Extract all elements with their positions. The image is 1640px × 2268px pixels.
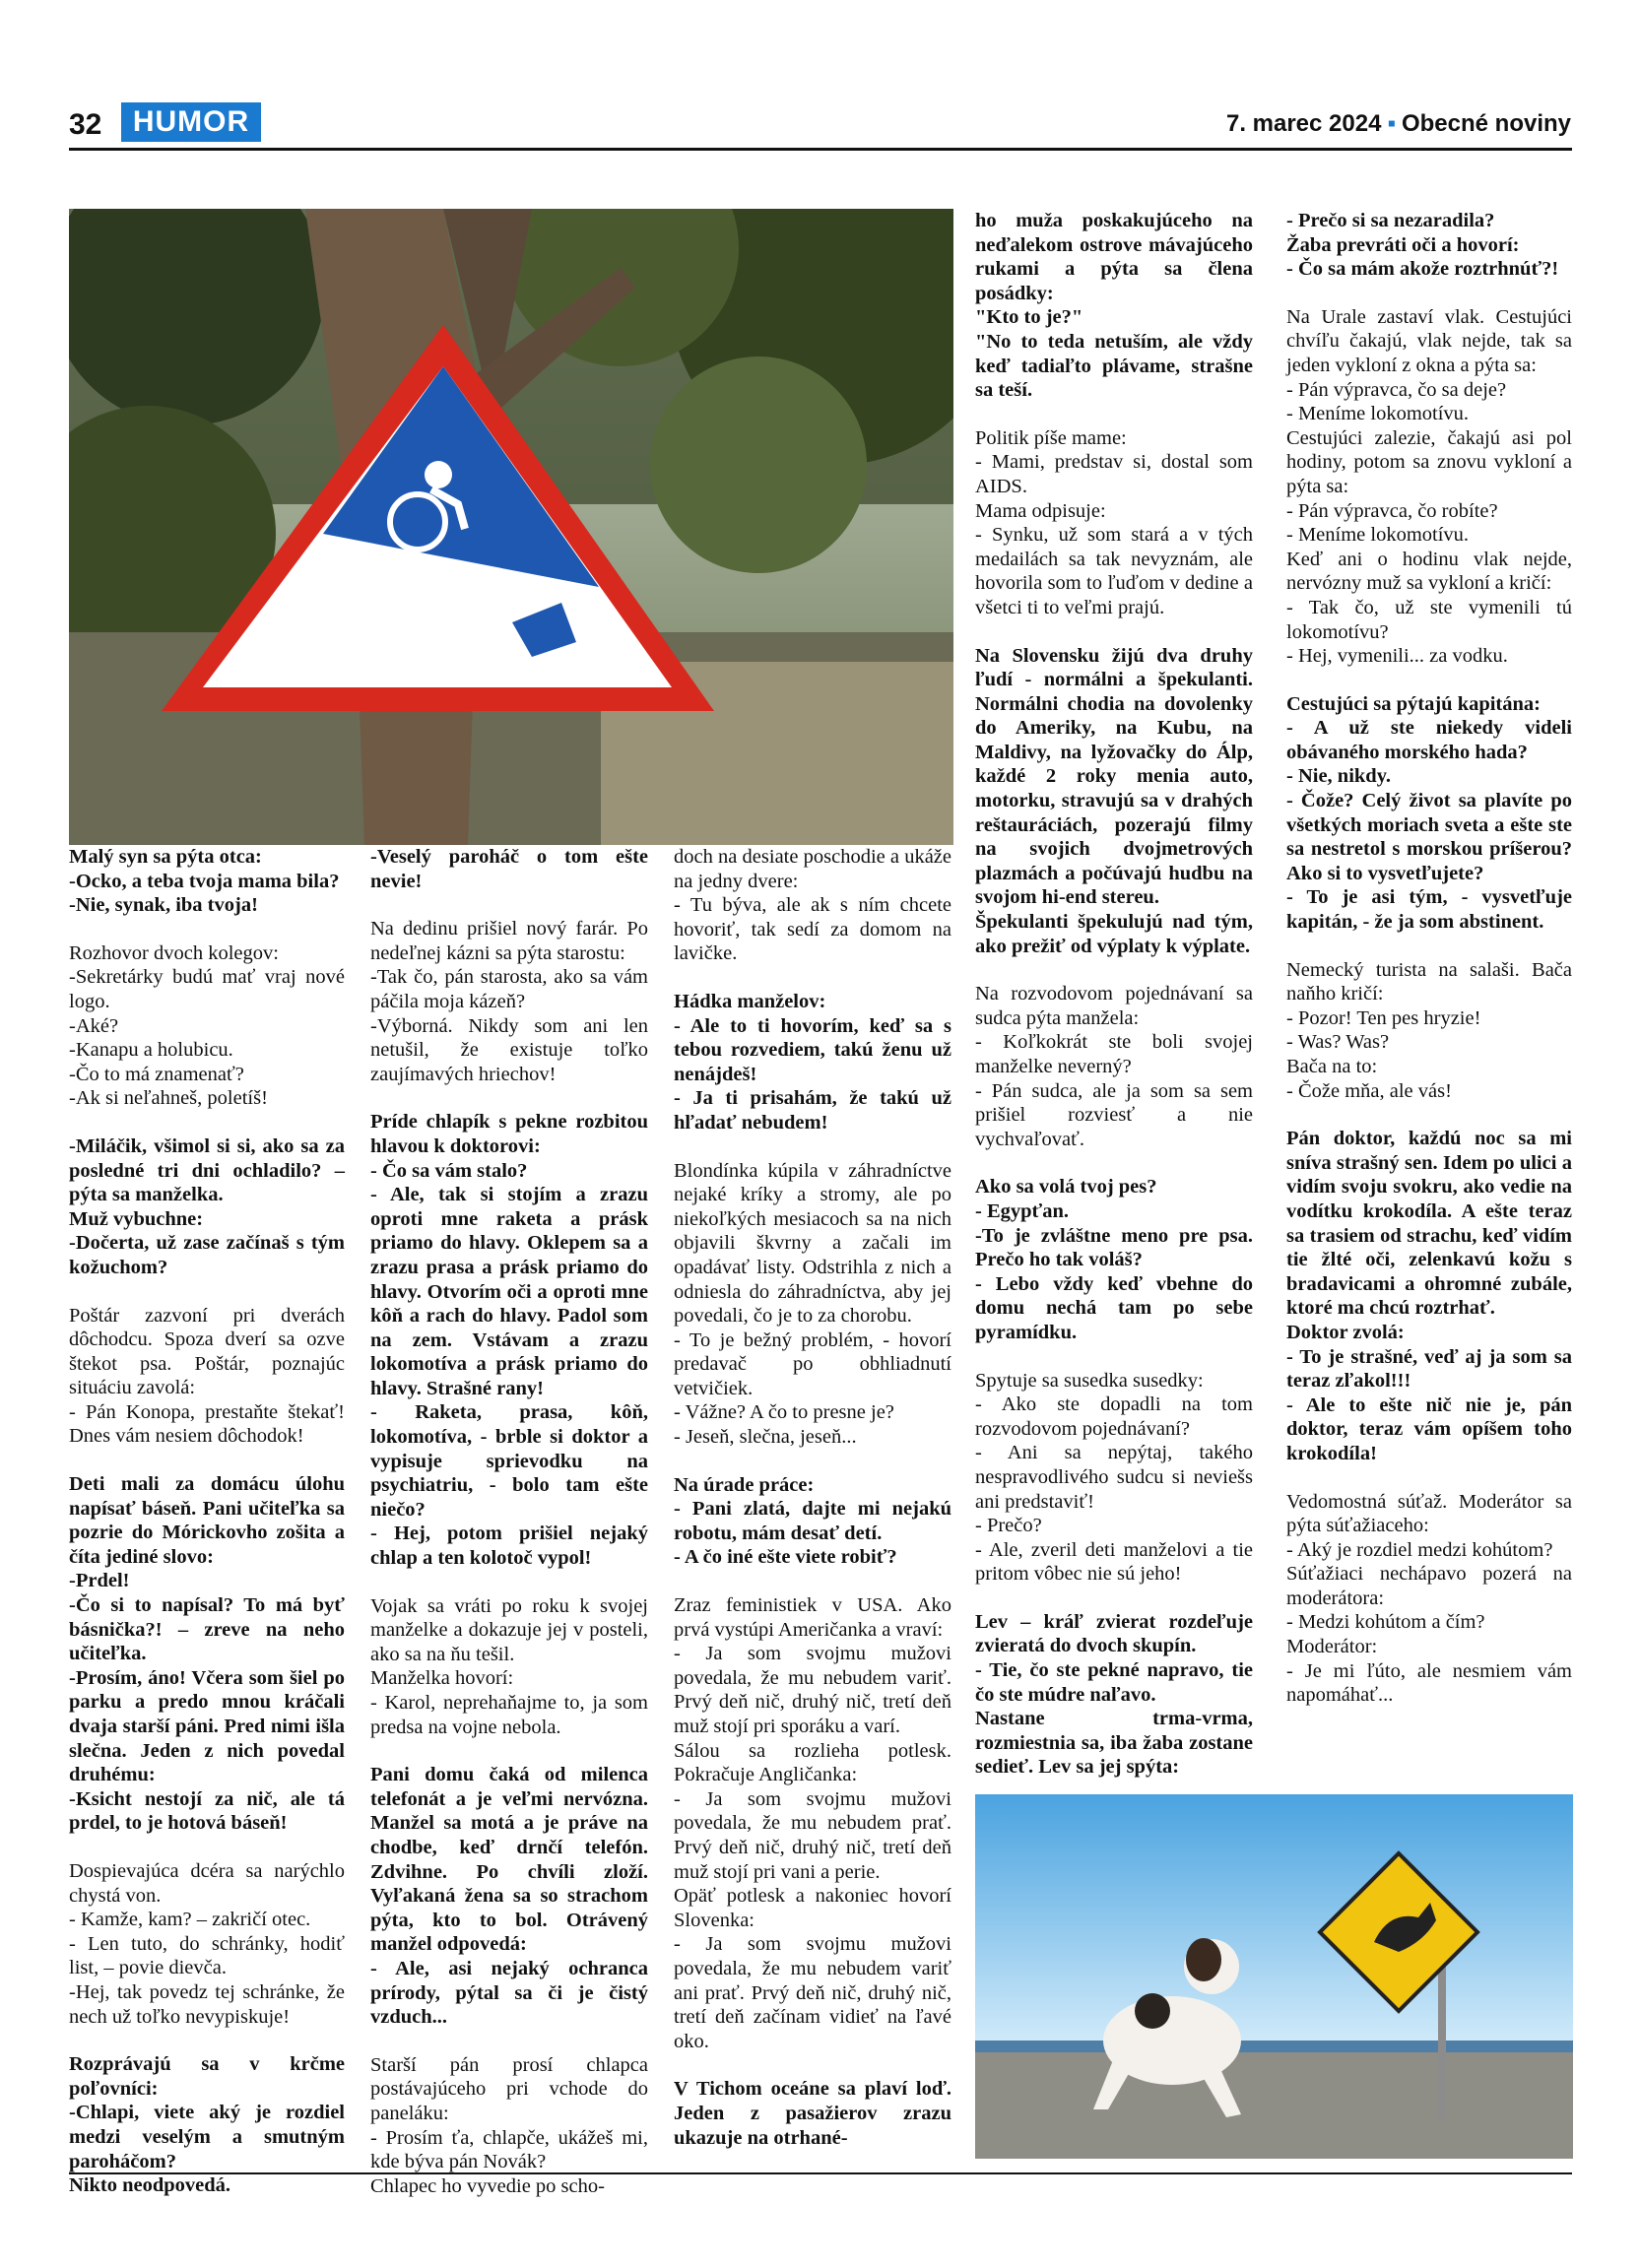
page-number: 32 (69, 108, 102, 141)
column-1 (69, 845, 345, 2222)
joke-divorce-judge: Na rozvodovom pojednávaní sa sudca pýta manžela: - Koľkokrát ste boli svojej manželke neverný? - Pán sudca, ale ja som sa sem prišiel rozviesť a nie vychvaľovať. (975, 983, 1253, 1150)
header-rule (69, 148, 1572, 151)
joke-quiz: Vedomostná súťaž. Moderátor sa pýta súťažiaceho: - Aký je rozdiel medzi kohútom? Súťažiaci nechápavo pozerá na moderátora: - Medzi kohútom a čím? Moderátor: - Je mi ľúto, ale nesmiem vám napomáhať... (1286, 1490, 1572, 1707)
joke-fur-coat: -Miláčik, všimol si si, ako sa za posledné tri dni ochladilo? – pýta sa manželka. Muž vybuchne: -Dočerta, už zase začínaš s tým kožuchom? (69, 1134, 345, 1278)
joke-soldier: Vojak sa vráti po roku k svojej manželke a dokazuje jej v posteli, ako sa na ňu tešil. Manželka hovorí: - Karol, neprehaňajme to, ja som predsa na vojne nebola. (370, 1594, 648, 1738)
joke-poem: Deti mali za domácu úlohu napísať báseň. Pani učiteľka sa pozrie do Mórickovho zošita a číta jediné slovo: -Prdel! -Čo si to napísal? To má byť básnička?! – zreve na neho učiteľka. -Prosím, áno! Včera som šiel po parku a predo mnou kráčali dvaja starší páni. Pred nimi išla slečna. Jeden z nich povedal druhému: -Ksicht nestojí za nič, ale tá prdel, to je hotová báseň! (69, 1473, 345, 1835)
joke-mailbox: Dospievajúca dcéra sa narýchlo chystá von. - Kamže, kam? – zakričí otec. - Len tuto, do schránky, hodiť list, – povie dievča. -Hej, tak povedz tej schránke, že nech už toľko nevypiskuje! (69, 1859, 345, 2028)
joke-feminists: Zraz feministiek v USA. Ako prvá vystúpi Američanka a vraví: - Ja som svojmu mužovi povedala, že mu nebudem variť. Prvý deň nič, druhý nič, tretí deň muž stojí pri sporáku a varí. Sálou sa rozlieha potlesk. Pokračuje Angličanka: - Ja som svojmu mužovi povedala, že mu nebudem prať. Prvý deň nič, druhý nič, tretí deň muž stojí pri vani a perie. Opäť potlesk a nakoniec hovorí Slovenka: - Ja som svojmu mužovi povedala, že mu nebudem variť ani prať. Prvý deň nič, druhý nič, tretí deň začínam vidieť na ľavé oko. (674, 1594, 951, 2052)
joke-father-son: Malý syn sa pýta otca: -Ocko, a teba tvoja mama bila? -Nie, synak, iba tvoja! (69, 846, 340, 917)
column-4 (975, 209, 1253, 1803)
joke-crocodile-dream: Pán doktor, každú noc sa mi sníva strašný sen. Idem po ulici a vidím svoju svokru, ako vedie na vodítku krokodíla. A ešte teraz sa trasiem od strachu, keď vidím tie žlté oči, zelenkavú kožu s bradavicami a ohromné zubále, ktoré ma chcú roztrhať. Doktor zvolá: - To je strašné, veď aj ja som sa teraz zľakol!!! - Ale to ešte nič nie je, pán doktor, teraz vám opíšem toho krokodíla! (1286, 1128, 1572, 1464)
joke-priest: Na dedinu prišiel nový farár. Po nedeľnej kázni sa pýta starostu: -Tak čo, pán starosta, ako sa vám páčila moja kázeň? -Výborná. Nikdy som ani len netušil, že existuje toľko zaujímavých hriechov! (370, 918, 648, 1085)
joke-egyptian-dog: Ako sa volá tvoj pes? - Egypťan. -To je zvláštne meno pre psa. Prečo ho tak voláš? - Lebo vždy keď vbehne do domu nechá tam po sebe pyramídku. (975, 1176, 1253, 1343)
joke-politician: Politik píše mame: - Mami, predstav si, dostal som AIDS. Mama odpisuje: - Synku, už som stará a v tých medailách sa tak nevyznám, ale hovorila som to ľuďom v dedine a všetci ti to veľmi prajú. (975, 426, 1253, 618)
joke-lover-phone: Pani domu čaká od milenca telefonát a je veľmi nervózna. Manžel sa motá a je práve na chodbe, keď drnčí telefón. Zdvihne. Po chvíli zloží. Vyľakaná žena sa so strachom pýta, kto to bol. Otrávený manžel odpovedá: - Ale, asi nejaký ochranca prírody, pýtal sa či je čistý vzduch... (370, 1764, 648, 2029)
joke-lion-frog: Lev – kráľ zvierat rozdeľuje zvieratá do dvoch skupín. - Tie, čo ste pekné napravo, tie čo ste múdre naľavo. Nastane trma-vrma, rozmiestnia sa, iba žaba zostane sedieť. Lev sa jej spýta: (975, 1610, 1253, 1779)
joke-doctor-head: Príde chlapík s pekne rozbitou hlavou k doktorovi: - Čo sa vám stalo? - Ale, tak si stojím a zrazu oproti mne raketa a prásk priamo do hlavy. Oklepem sa a zrazu prasa a prásk priamo do hlavy. Otvorím oči a oproti mne kôň a rach do hlavy. Padol som na zem. Vstávam a zrazu lokomotíva a prásk priamo do hlavy. Strašné rany! - Raketa, prasa, kôň, lokomotíva, - brble si doktor a vypisuje sprievodku na psychiatriu, - bolo tam ešte niečo? - Hej, potom prišiel nejaký chlap a ten kolotoč vypol! (370, 1111, 648, 1570)
joke-sea-serpent: Cestujúci sa pýtajú kapitána: - A už ste niekedy videli obávaného morského hada? - Nie, nikdy. - Čože? Celý život sa plavíte po všetkých moriach sveta a ešte ste sa nestretol s morskou príšerou? Ako si to vysvetľujete? - To je asi tým, - vysvetľuje kapitán, - že ja som abstinent. (1286, 692, 1572, 934)
masthead (1226, 110, 1571, 138)
joke-novak-end: doch na desiate poschodie a ukáže na jedny dvere: - Tu býva, ale ak s ním chcete hovoriť, tak sedí za domom na lavičke. (674, 846, 951, 965)
joke-novak: Starší pán prosí chlapca postávajúceho pri vchode do paneláku: - Prosím ťa, chlapče, ukážeš mi, kde býva pán Novák? Chlapec ho vyvedie po scho- (370, 2053, 648, 2197)
paper-name: Obecné noviny (1401, 110, 1571, 137)
column-2 (370, 845, 648, 2222)
joke-hunters-end: -Veselý paroháč o tom ešte nevie! (370, 846, 648, 892)
joke-lion-frog-end: - Prečo si sa nezaradila? Žaba prevráti oči a hovorí: - Čo sa mám akože roztrhnúť?! (1286, 210, 1559, 281)
photo-dog-sign (975, 1794, 1573, 2159)
column-5 (1286, 209, 1572, 1731)
joke-postman: Poštár zazvoní pri dverách dôchodcu. Spoza dverí sa ozve štekot psa. Poštár, poznajúc situáciu zavolá: - Pán Konopa, prestaňte štekať! Dnes vám nesiem dôchodok! (69, 1304, 345, 1448)
section-label: HUMOR (121, 102, 261, 142)
photo-wheelchair-sign (69, 209, 953, 845)
joke-spouses: Hádka manželov: - Ale to ti hovorím, keď sa s tebou rozvediem, takú ženu už nenájdeš! - Ja ti prisahám, že takú už hľadať nebudem! (674, 990, 951, 1134)
joke-secretaries: Rozhovor dvoch kolegov: -Sekretárky budú mať vraj nové logo. -Aké? -Kanapu a holubicu. -Čo to má znamenať? -Ak si neľahneš, poletíš! (69, 941, 345, 1110)
joke-speculators: Na Slovensku žijú dva druhy ľudí - normálni a špekulanti. Normálni chodia na dovolenky do Ameriky, na Kubu, na Maldivy, na lyžovačky do Álp, každé 2 roky menia auto, motorku, stravujú sa v drahých reštauráciách, pozerajú filmy na svojich dvojmetrových plazmách a počúvajú hudbu na svojom hi-end stereu. Špekulanti špekulujú nad tým, ako prežiť od výplaty k výplate. (975, 644, 1253, 957)
joke-labour-office: Na úrade práce: - Pani zlatá, dajte mi nejakú robotu, mám desať detí. - A čo iné ešte viete robiť? (674, 1473, 951, 1569)
joke-pacific-ship: V Tichom oceáne sa plaví loď. Jeden z pasažierov zrazu ukazuje na otrhané- (674, 2078, 951, 2149)
joke-neighbours: Spytuje sa susedka susedky: - Ako ste dopadli na tom rozvodovom pojednávaní? - Ani sa nepýtaj, takého nespravodlivého sudcu si neviešs ani predstaviť! - Prečo? - Ale, zveril deti manželovi a tie pritom vôbec nie sú jeho! (975, 1369, 1253, 1586)
separator-icon: ▪ (1387, 110, 1396, 137)
joke-blonde-garden: Blondínka kúpila v záhradníctve nejaké kríky a stromy, ale po niekoľkých mesiacoch sa na nich objavili škvrny a začali im opadávať listy. Odstrihla z nich a odniesla do záhradníctva, aby jej povedali, čo je to za chorobu. - To je bežný problém, - hovorí predavač po obhliadnutí vetvičiek. - Vážne? A čo to presne je? - Jeseň, slečna, jeseň... (674, 1159, 951, 1449)
joke-hunters: Rozprávajú sa v krčme poľovníci: -Chlapi, viete aký je rozdiel medzi veselým a smutným paroháčom? Nikto neodpovedá. (69, 2053, 345, 2197)
joke-ural-train: Na Urale zastaví vlak. Cestujúci chvíľu čakajú, vlak nejde, tak sa jeden vykloní z okna a pýta sa: - Pán výpravca, čo sa deje? - Meníme lokomotívu. Cestujúci zalezie, čakajú asi pol hodiny, potom sa znovu vykloní a pýta sa: - Pán výpravca, čo robíte? - Meníme lokomotívu. Keď ani o hodinu vlak nejde, nervózny muž sa vykloní a kričí: - Tak čo, už ste vymenili tú lokomotívu? - Hej, vymenili... za vodku. (1286, 305, 1572, 668)
joke-sheepfold: Nemecký turista na salaši. Bača naňho kričí: - Pozor! Ten pes hryzie! - Was? Was? Bača na to: - Čože mňa, ale vás! (1286, 958, 1572, 1102)
issue-date: 7. marec 2024 (1225, 110, 1382, 137)
joke-pacific-ship-end: ho muža poskakujúceho na neďalekom ostrove mávajúceho rukami a pýta sa člena posádky: "Kto to je?" "No to teda netuším, ale vždy keď tadiaľto plávame, strašne sa teší. (975, 210, 1253, 402)
footer-rule (69, 2172, 1572, 2174)
column-3 (674, 845, 951, 2173)
